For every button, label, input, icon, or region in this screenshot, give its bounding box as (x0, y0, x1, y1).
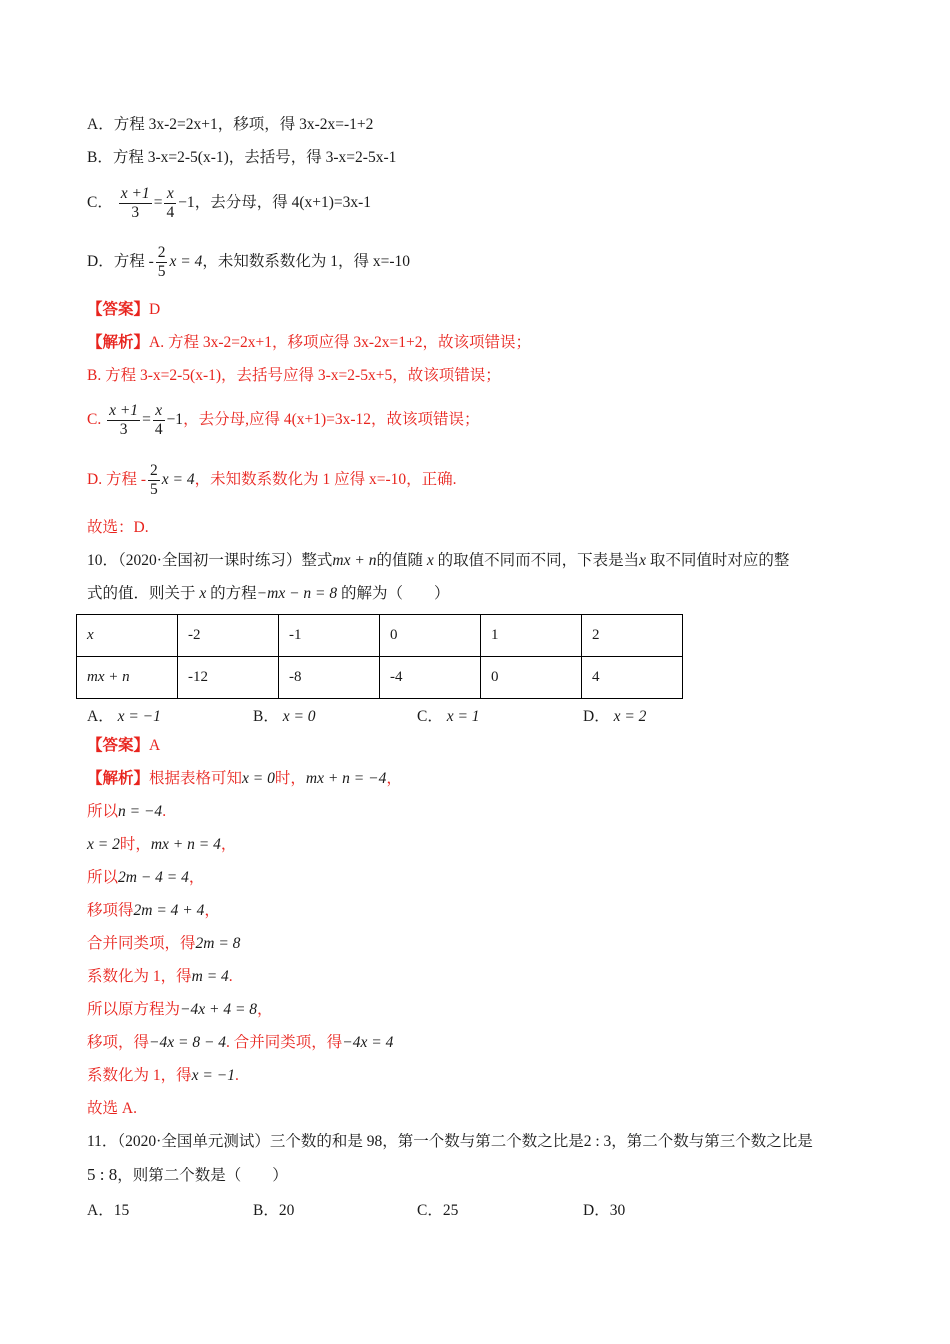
q10-option-b: B． x = 0 (253, 708, 316, 725)
q9-analysis-a: 【解析】A. 方程 3x-2=2x+1，移项应得 3x-2x=1+2，故该项错误； (87, 334, 531, 351)
fraction: $\frac{2}{5}$ (157, 243, 166, 280)
q9-analysis-d: D. 方程 - $\frac{2}{5}$ x = 4，未知数系数化为 1 应得 x=-10，正确. (87, 461, 457, 498)
table-cell: 2 (582, 615, 683, 657)
table-cell: -4 (380, 657, 481, 699)
q11-stem-line2: 5 : 8，则第二个数是（ ） (87, 1165, 288, 1184)
q10-step-9: 移项，得−4x = 8 − 4. 合并同类项，得−4x = 4 (87, 1034, 394, 1051)
q11-option-b: B．20 (253, 1202, 295, 1219)
q11-option-a: A．15 (87, 1202, 130, 1219)
table-row (77, 615, 683, 657)
q9-conclusion: 故选：D. (87, 519, 149, 536)
fraction: $\frac{2}{5}$ (149, 461, 158, 498)
q10-answer: 【答案】A (87, 737, 161, 754)
q11-stem-line1: 11．（2020·全国单元测试）三个数的和是 98，第一个数与第二个数之比是2 : 3，第二个数与第三个数之比是 (87, 1133, 813, 1150)
q9-option-a: A．方程 3x-2=2x+1，移项，得 3x-2x=-1+2 (87, 116, 374, 133)
table-cell: -12 (178, 657, 279, 699)
q9-answer: 【答案】D (87, 301, 161, 318)
q10-option-d: D． x = 2 (583, 708, 647, 725)
q11-option-d: D．30 (583, 1202, 626, 1219)
table-row (77, 657, 683, 699)
table-cell: -8 (279, 657, 380, 699)
fraction: $\frac{x +1}{3}$ (120, 184, 150, 221)
q10-step-2: 所以n = −4. (87, 803, 167, 820)
table-cell: 0 (380, 615, 481, 657)
table-cell: -2 (178, 615, 279, 657)
q10-step-10: 系数化为 1，得x = −1. (87, 1067, 239, 1084)
table-cell: mx + n (77, 657, 178, 699)
q10-conclusion: 故选 A. (87, 1100, 137, 1117)
fraction: $\frac{x}{4}$ (166, 184, 175, 221)
q11-option-c: C．25 (417, 1202, 459, 1219)
fraction: $\frac{x}{4}$ (154, 401, 163, 438)
table-cell: -1 (279, 615, 380, 657)
q10-step-6: 合并同类项，得2m = 8 (87, 935, 241, 952)
q10-step-1: 【解析】根据表格可知x = 0时，mx + n = −4， (87, 770, 402, 787)
q9-analysis-c: C. $\frac{x +1}{3}$ = $\frac{x}{4}$ −1，去分母,应得 4(x+1)=3x-12，故该项错误； (87, 401, 480, 438)
q9-analysis-b: B. 方程 3-x=2-5(x-1)，去括号应得 3-x=2-5x+5，故该项错误； (87, 367, 501, 384)
q10-step-8: 所以原方程为−4x + 4 = 8， (87, 1001, 273, 1018)
fraction: $\frac{x +1}{3}$ (109, 401, 139, 438)
q10-step-5: 移项得2m = 4 + 4， (87, 902, 220, 919)
value-table (76, 614, 683, 699)
table-cell: 4 (582, 657, 683, 699)
q10-step-7: 系数化为 1，得m = 4. (87, 968, 233, 985)
q10-stem-line2: 式的值．则关于 x 的方程−mx − n = 8 的解为（ ） (87, 585, 450, 602)
q9-option-c: C． $\frac{x +1}{3}$ = $\frac{x}{4}$ −1，去分母，得 4(x+1)=3x-1 (87, 184, 372, 221)
q10-step-4: 所以2m − 4 = 4， (87, 869, 205, 886)
q9-option-b: B．方程 3-x=2-5(x-1)，去括号，得 3-x=2-5x-1 (87, 149, 397, 166)
q10-step-3: x = 2时，mx + n = 4， (87, 836, 237, 853)
table-cell: 1 (481, 615, 582, 657)
q10-option-c: C． x = 1 (417, 708, 480, 725)
q10-stem-line1: 10．（2020·全国初一课时练习）整式mx + n的值随 x 的取值不同而不同，下表是当x 取不同值时对应的整 (87, 552, 790, 569)
table-cell: x (77, 615, 178, 657)
q10-option-a: A． x = −1 (87, 708, 161, 725)
table-cell: 0 (481, 657, 582, 699)
q9-option-d: D．方程 - $\frac{2}{5}$ x = 4，未知数系数化为 1，得 x=-10 (87, 243, 410, 280)
